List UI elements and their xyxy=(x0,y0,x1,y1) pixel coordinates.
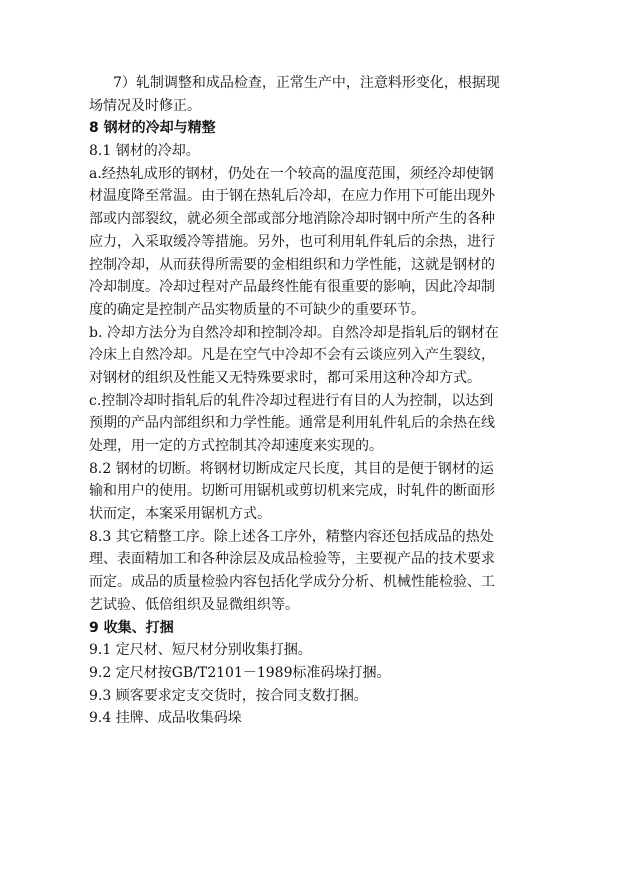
paragraph-line: 度的确定是控制产品实物质量的不可缺少的重要环节。 xyxy=(89,301,425,318)
paragraph-line: 理、表面精加工和各种涂层及成品检验等，主要视产品的技术要求 xyxy=(89,551,495,568)
section-heading: 8 钢材的冷却与精整 xyxy=(89,120,216,137)
paragraph-line: 7）轧制调整和成品检查，正常生产中，注意料形变化，根据现 xyxy=(113,75,500,91)
paragraph-line: 预期的产品内部组织和力学性能。通常是利用轧件轧后的余热在线 xyxy=(89,415,495,432)
paragraph-line: 对钢材的组织及性能又无特殊要求时，都可采用这种冷却方式。 xyxy=(89,369,481,386)
list-item: 9.4 挂牌、成品收集码垛 xyxy=(89,710,242,727)
subsection-heading: 8.1 钢材的冷却。 xyxy=(89,143,200,160)
paragraph-line: 材温度降至常温。由于钢在热轧后冷却，在应力作用下可能出现外 xyxy=(89,188,495,205)
paragraph-line: 艺试验、低倍组织及显微组织等。 xyxy=(89,596,299,613)
paragraph-line: 而定。成品的质量检验内容包括化学成分分析、机械性能检验、工 xyxy=(89,574,495,591)
document-page xyxy=(89,72,537,730)
paragraph-line: 8.3 其它精整工序。除上述各工序外，精整内容还包括成品的热处 xyxy=(89,528,494,545)
paragraph-line: 输和用户的使用。切断可用锯机或剪切机来完成，时轧件的断面形 xyxy=(89,483,495,500)
paragraph-line: 部或内部裂纹，就必须全部或部分地消除冷却时钢中所产生的各种 xyxy=(89,211,495,228)
paragraph-line: 冷却制度。冷却过程对产品最终性能有很重要的影响，因此冷却制 xyxy=(89,279,495,296)
paragraph-line: 8.2 钢材的切断。将钢材切断成定尺长度，其目的是便于钢材的运 xyxy=(89,460,494,477)
paragraph-line: b. 冷却方法分为自然冷却和控制冷却。自然冷却是指轧后的钢材在 xyxy=(89,324,499,341)
paragraph-line: 冷床上自然冷却。凡是在空气中冷却不会有云谈应列入产生裂纹， xyxy=(89,347,495,364)
paragraph-line: 状而定，本案采用锯机方式。 xyxy=(89,506,271,523)
paragraph-line: a.经热轧成形的钢材，仍处在一个较高的温度范围，须经冷却使钢 xyxy=(89,165,494,182)
list-item: 9.1 定尺材、短尺材分别收集打捆。 xyxy=(89,642,312,659)
list-item: 9.3 顾客要求定支交货时，按合同支数打捆。 xyxy=(89,687,368,704)
list-item: 9.2 定尺材按GB/T2101－1989标准码垛打捆。 xyxy=(89,664,391,681)
paragraph-line: c.控制冷却时指轧后的轧件冷却过程进行有目的人为控制，以达到 xyxy=(89,392,494,409)
paragraph-line: 处理，用一定的方式控制其冷却速度来实现的。 xyxy=(89,438,383,454)
paragraph-line: 场情况及时修正。 xyxy=(89,97,201,114)
section-heading: 9 收集、打捆 xyxy=(89,619,174,636)
paragraph-line: 控制冷却，从而获得所需要的金相组织和力学性能，这就是钢材的 xyxy=(89,256,495,273)
paragraph-line: 应力，入采取缓冷等措施。另外，也可利用轧件轧后的余热，进行 xyxy=(89,233,495,250)
